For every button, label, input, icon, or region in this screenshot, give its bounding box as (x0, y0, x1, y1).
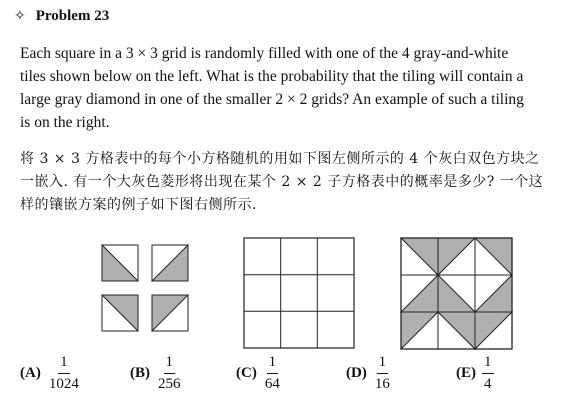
choice-c[interactable] (236, 348, 282, 398)
choice-a[interactable] (20, 348, 81, 398)
tile-type-3 (102, 295, 138, 331)
choice-d[interactable] (346, 348, 392, 398)
choice-d-label: (D) (346, 364, 367, 381)
chinese-line-3: 样的镶嵌方案的例子如下图右侧所示. (20, 197, 257, 213)
english-line-1: Each square in a 3 × 3 grid is randomly filled with one of the 4 gray-and-white (20, 45, 509, 62)
english-line-2: tiles shown below on the left. What is the probability that the tiling will contain a (20, 68, 524, 85)
choice-e-fraction (482, 355, 494, 392)
problem-title: Problem 23 (35, 8, 110, 24)
choice-c-fraction (263, 355, 282, 392)
english-statement (20, 42, 570, 134)
problem-header (14, 8, 109, 25)
choice-d-numerator: 1 (377, 355, 389, 374)
english-line-3: large gray diamond in one of the smaller 2 × 2 grids? An example of such a tiling (20, 91, 524, 108)
empty-grid-figure (243, 237, 355, 349)
choice-a-fraction (47, 355, 81, 392)
diamond-outline-icon: ✧ (14, 9, 26, 24)
choice-d-fraction (373, 355, 392, 392)
choice-c-numerator: 1 (267, 355, 279, 374)
choice-e-denominator: 4 (484, 375, 492, 392)
choice-c-label: (C) (236, 364, 257, 381)
choice-b-denominator: 256 (158, 375, 181, 392)
example-tiling-figure (400, 237, 513, 349)
choice-e-numerator: 1 (482, 355, 494, 374)
english-line-4: is on the right. (20, 114, 110, 131)
chinese-line-1: 将 3 × 3 方格表中的每个小方格随机的用如下图左侧所示的 4 个灰白双色方块之 (20, 151, 540, 167)
choice-a-numerator: 1 (58, 355, 70, 374)
choice-b[interactable] (130, 348, 183, 398)
choice-c-denominator: 64 (264, 375, 280, 392)
tile-type-4 (152, 295, 188, 331)
choice-a-label: (A) (20, 364, 41, 381)
choice-e[interactable] (456, 348, 494, 398)
choice-b-label: (B) (130, 364, 150, 381)
answer-choices (0, 348, 577, 403)
chinese-line-2: 一嵌入. 有一个大灰色菱形将出现在某个 2 × 2 子方格表中的概率是多少? 一个这 (20, 174, 544, 190)
choice-d-denominator: 16 (374, 375, 390, 392)
chinese-statement (20, 148, 570, 217)
choice-b-numerator: 1 (164, 355, 176, 374)
tile-type-1 (102, 245, 138, 281)
tile-type-2 (152, 245, 188, 281)
tile-types-figure (100, 243, 192, 335)
choice-e-label: (E) (456, 364, 476, 381)
choice-b-fraction (156, 355, 183, 392)
empty-grid-border (244, 238, 354, 348)
choice-a-denominator: 1024 (48, 375, 79, 392)
